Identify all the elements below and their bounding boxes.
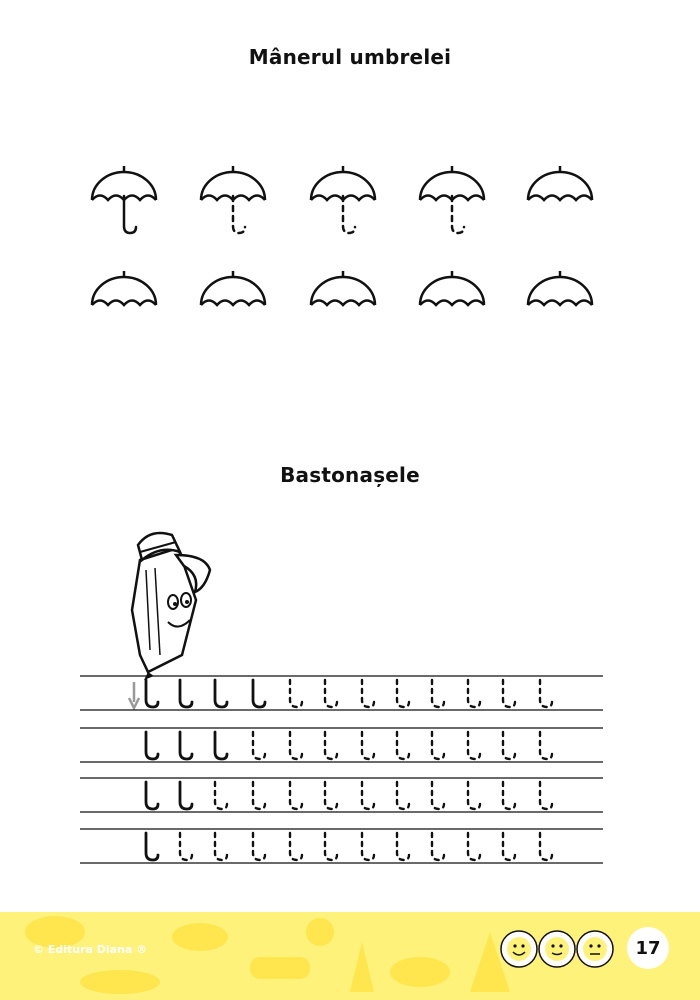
stick-traceable: [540, 732, 552, 759]
umbrella-icon: [201, 166, 265, 233]
umbrella-handle-solid: [124, 196, 136, 233]
stick-traceable: [468, 732, 480, 759]
stick-solid: [146, 680, 158, 707]
umbrella-icon: [92, 271, 156, 305]
stick-traceable: [397, 782, 409, 809]
stick-solid: [180, 782, 192, 809]
footer-band: [0, 912, 700, 1000]
stick-traceable: [253, 782, 265, 809]
stick-traceable: [290, 833, 302, 860]
umbrella-handle-traceable: [343, 196, 355, 233]
stick-traceable: [362, 680, 374, 707]
stick-traceable: [325, 732, 337, 759]
umbrella-icon: [528, 166, 592, 200]
pencil-mascot-icon: [129, 533, 210, 708]
stick-solid: [253, 680, 265, 707]
stick-traceable: [432, 732, 444, 759]
face-happy-icon[interactable]: [501, 931, 537, 967]
stick-traceable: [215, 782, 227, 809]
umbrella-icon: [420, 271, 484, 305]
copyright-text: © Editura Diana ®: [33, 943, 148, 956]
umbrella-handle-traceable: [233, 196, 245, 233]
stick-solid: [146, 732, 158, 759]
face-neutral-happy-icon[interactable]: [539, 931, 575, 967]
stick-solid: [215, 680, 227, 707]
umbrella-icon: [420, 166, 484, 233]
stick-traceable: [290, 732, 302, 759]
stick-traceable: [290, 680, 302, 707]
stick-traceable: [325, 782, 337, 809]
stick-traceable: [432, 680, 444, 707]
stick-solid: [215, 732, 227, 759]
stick-traceable: [325, 833, 337, 860]
stick-traceable: [503, 833, 515, 860]
stick-traceable: [215, 833, 227, 860]
stick-traceable: [362, 833, 374, 860]
stick-traceable: [468, 680, 480, 707]
stick-traceable: [325, 680, 337, 707]
stick-traceable: [540, 782, 552, 809]
face-neutral-icon[interactable]: [577, 931, 613, 967]
page-number: 17: [627, 927, 669, 969]
stick-traceable: [503, 782, 515, 809]
umbrella-icon: [528, 271, 592, 305]
stick-traceable: [468, 833, 480, 860]
stick-traceable: [468, 782, 480, 809]
stick-traceable: [362, 782, 374, 809]
stick-traceable: [503, 732, 515, 759]
stick-traceable: [180, 833, 192, 860]
umbrella-icon: [201, 271, 265, 305]
stick-traceable: [253, 833, 265, 860]
umbrella-icon: [311, 166, 375, 233]
stick-traceable: [503, 680, 515, 707]
stick-solid: [180, 732, 192, 759]
section-title-sticks: Bastonașele: [280, 463, 420, 487]
stick-traceable: [540, 833, 552, 860]
stick-traceable: [397, 833, 409, 860]
section-title-umbrella-handle: Mânerul umbrelei: [248, 45, 452, 69]
stick-traceable: [432, 833, 444, 860]
stick-traceable: [362, 732, 374, 759]
stick-traceable: [290, 782, 302, 809]
stick-traceable: [397, 680, 409, 707]
stick-solid: [146, 782, 158, 809]
stick-traceable: [540, 680, 552, 707]
stick-traceable: [253, 732, 265, 759]
stick-solid: [146, 833, 158, 860]
stick-traceable: [397, 732, 409, 759]
umbrella-handle-traceable: [452, 196, 464, 233]
umbrella-icon: [311, 271, 375, 305]
stick-solid: [180, 680, 192, 707]
umbrella-icon: [92, 166, 156, 233]
stick-traceable: [432, 782, 444, 809]
